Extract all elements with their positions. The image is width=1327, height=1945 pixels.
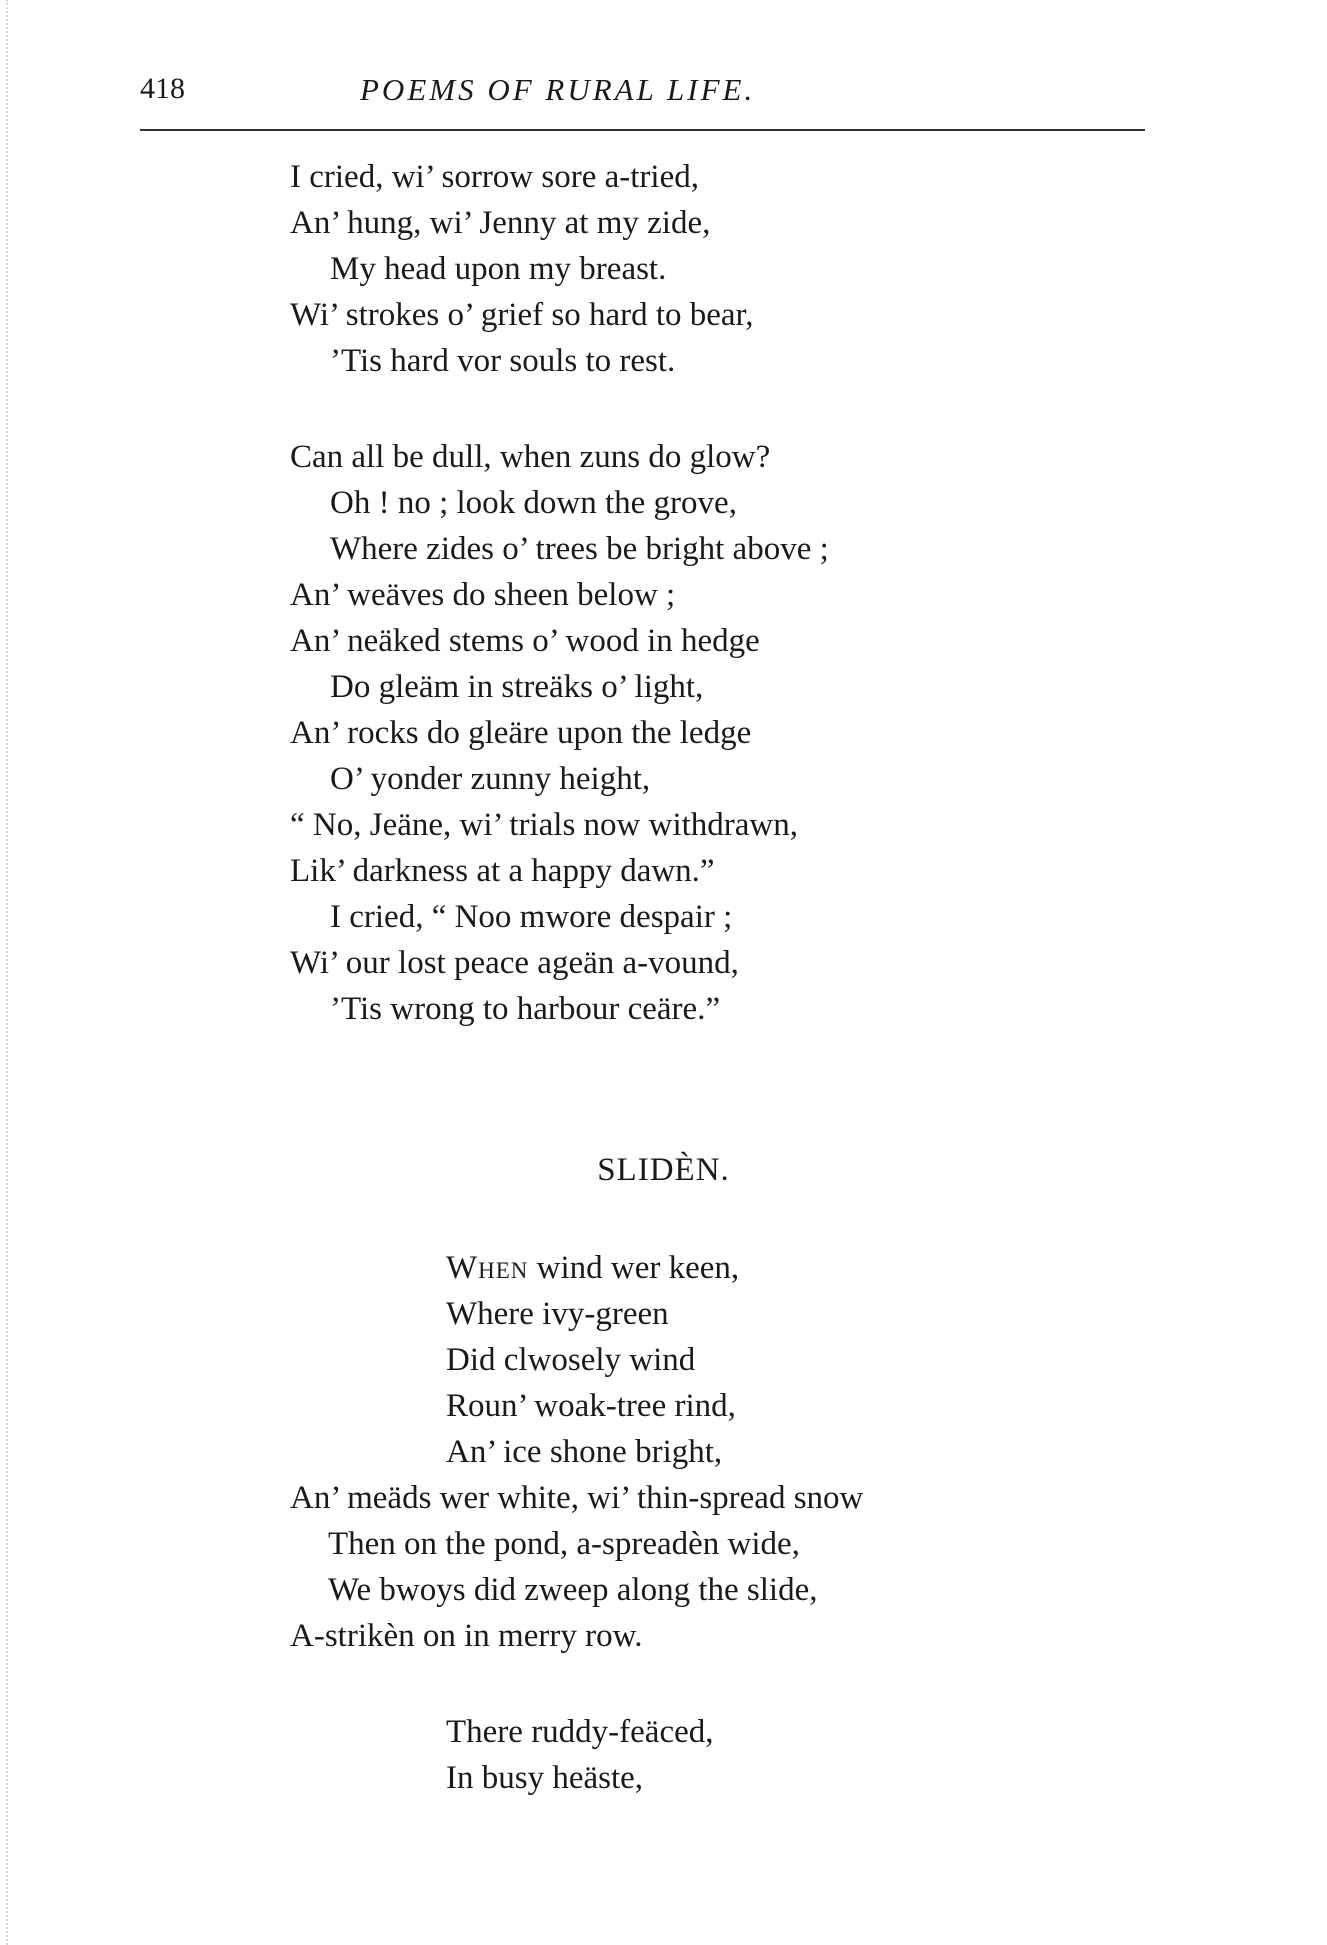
verse-line-first xyxy=(446,1245,739,1291)
verse-line: O’ yonder zunny height, xyxy=(330,761,651,797)
verse-line: Do gleäm in streäks o’ light, xyxy=(330,669,704,705)
verse-line: An’ weäves do sheen below ; xyxy=(290,577,676,613)
verse-line: An’ meäds wer white, wi’ thin-spread snow xyxy=(290,1480,864,1516)
verse-line: I cried, “ Noo mwore despair ; xyxy=(330,899,733,935)
verse-line: An’ neäked stems o’ wood in hedge xyxy=(290,623,760,659)
verse-line: My head upon my breast. xyxy=(330,251,667,287)
verse-line: Roun’ woak-tree rind, xyxy=(446,1388,736,1424)
verse-line: ’Tis hard vor souls to rest. xyxy=(330,343,676,379)
verse-line: A-strikèn on in merry row. xyxy=(290,1618,643,1654)
verse-line: Did clwosely wind xyxy=(446,1342,696,1378)
verse-line: Where zides o’ trees be bright above ; xyxy=(330,531,829,567)
verse-line: We bwoys did zweep along the slide, xyxy=(328,1572,818,1608)
verse-line: Can all be dull, when zuns do glow? xyxy=(290,439,771,475)
page-header xyxy=(0,60,1327,120)
poem-title: SLIDÈN. xyxy=(597,1152,730,1188)
verse-line: Where ivy-green xyxy=(446,1296,669,1332)
header-rule xyxy=(140,129,1145,131)
verse-line: “ No, Jeäne, wi’ trials now withdrawn, xyxy=(290,807,799,843)
verse-line: An’ rocks do gleäre upon the ledge xyxy=(290,715,752,751)
page-edge xyxy=(6,0,16,1945)
verse-line: Wi’ our lost peace ageän a-vound, xyxy=(290,945,739,981)
first-word: When xyxy=(446,1250,529,1286)
verse-line: There ruddy-feäced, xyxy=(446,1714,714,1750)
verse-line: An’ ice shone bright, xyxy=(446,1434,723,1470)
verse-line: Lik’ darkness at a happy dawn.” xyxy=(290,853,715,889)
verse-line: ’Tis wrong to harbour ceäre.” xyxy=(330,991,721,1027)
page-number: 418 xyxy=(140,72,185,105)
verse-line: An’ hung, wi’ Jenny at my zide, xyxy=(290,205,711,241)
verse-line: Oh ! no ; look down the grove, xyxy=(330,485,737,521)
verse-line: In busy heäste, xyxy=(446,1760,644,1796)
running-title: POEMS OF RURAL LIFE. xyxy=(360,72,756,107)
first-line-rest: wind wer keen, xyxy=(528,1250,740,1286)
verse-line: Then on the pond, a-spreadèn wide, xyxy=(328,1526,800,1562)
verse-line: Wi’ strokes o’ grief so hard to bear, xyxy=(290,297,754,333)
verse-line: I cried, wi’ sorrow sore a-tried, xyxy=(290,159,699,195)
